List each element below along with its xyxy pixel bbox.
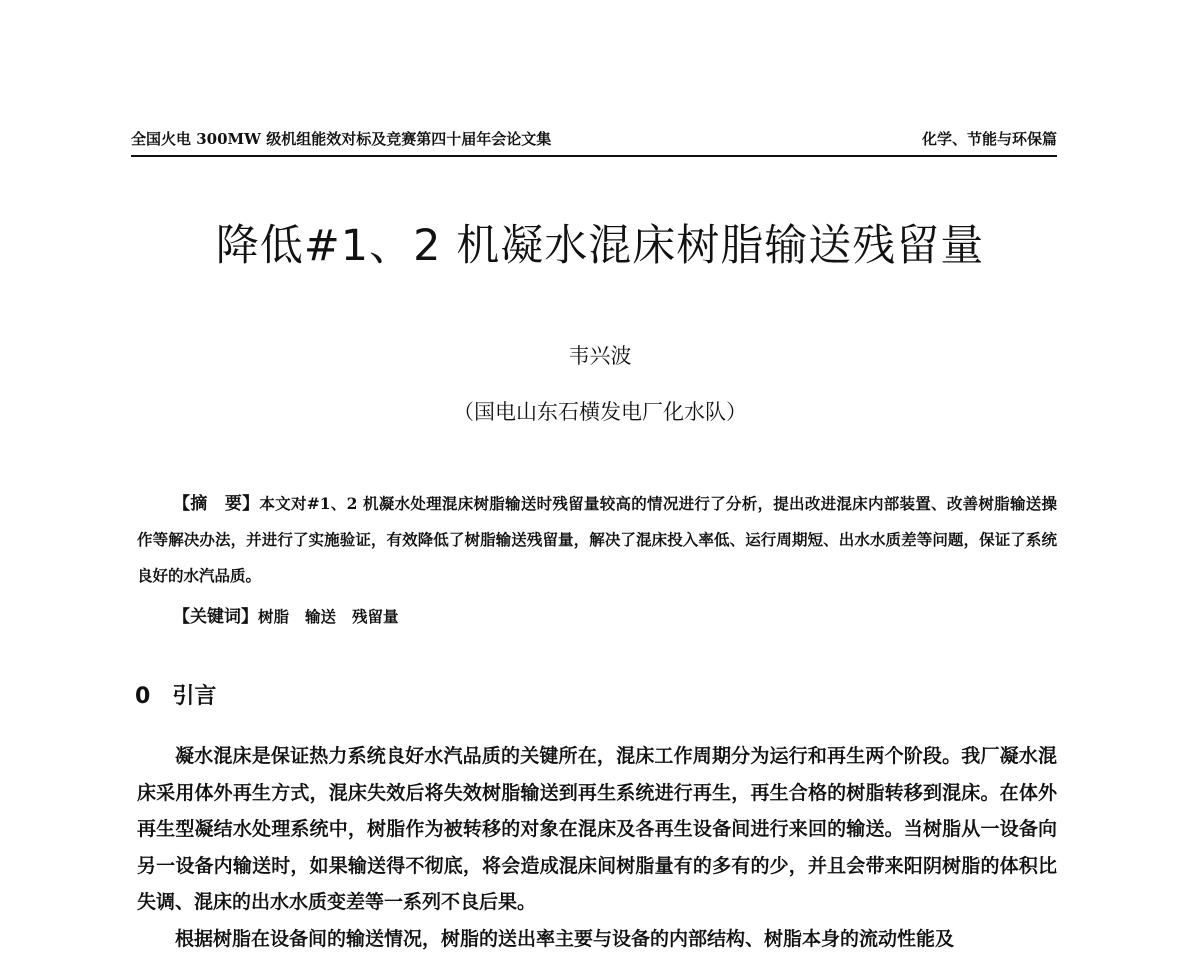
abstract [137, 486, 1057, 594]
body-text [137, 738, 1057, 957]
running-header [131, 128, 1057, 157]
keywords-label: 【关键词】 [173, 607, 258, 627]
abstract-text: 本文对#1、2 机凝水处理混床树脂输送时残留量较高的情况进行了分析，提出改进混床内部装置、改善树脂输送操作等解决办法，并进行了实施验证，有效降低了树脂输送残留量，解决了混床投入率低、运行周期短、出水水质差等问题，保证了系统良好的水汽品质。 [137, 494, 1057, 585]
body-paragraph: 根据树脂在设备间的输送情况，树脂的送出率主要与设备的内部结构、树脂本身的流动性能及 [137, 921, 1057, 957]
section-number: 0 [135, 684, 150, 709]
paper-title: 降低#1、2 机凝水混床树脂输送残留量 [0, 212, 1200, 273]
body-paragraph: 凝水混床是保证热力系统良好水汽品质的关键所在，混床工作周期分为运行和再生两个阶段。我厂凝水混床采用体外再生方式，混床失效后将失效树脂输送到再生系统进行再生，再生合格的树脂转移到混床。在体外再生型凝结水处理系统中，树脂作为被转移的对象在混床及各再生设备间进行来回的输送。当树脂从一设备向另一设备内输送时，如果输送得不彻底，将会造成混床间树脂量有的多有的少，并且会带来阳阴树脂的体积比失调、混床的出水水质变差等一系列不良后果。 [137, 738, 1057, 921]
author-name: 韦兴波 [0, 340, 1200, 370]
keyword-item: 输送 [305, 607, 336, 626]
running-header-right: 化学、节能与环保篇 [922, 128, 1057, 149]
abstract-label: 【摘 要】 [173, 494, 259, 514]
section-title: 引言 [172, 684, 216, 709]
keyword-item: 树脂 [258, 607, 289, 626]
section-heading [135, 679, 216, 710]
author-affiliation: （国电山东石横发电厂化水队） [0, 396, 1200, 426]
keyword-item: 残留量 [352, 607, 399, 626]
keywords [173, 602, 415, 627]
running-header-left: 全国火电 300MW 级机组能效对标及竞赛第四十届年会论文集 [131, 128, 551, 149]
